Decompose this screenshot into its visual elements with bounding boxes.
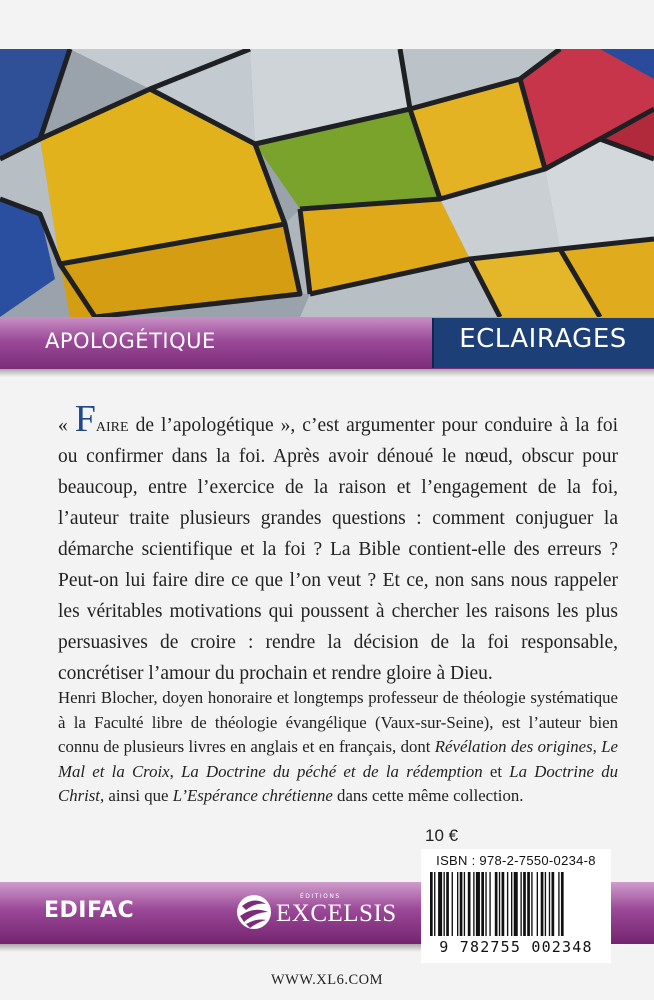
series-label: ECLAIRAGES — [459, 324, 627, 354]
barcode-bar — [485, 872, 486, 936]
book-title: L’Espérance chrétienne — [172, 786, 333, 805]
barcode-bar — [552, 872, 555, 936]
barcode-bar — [561, 872, 564, 936]
bio-outro: dans cette même collection. — [332, 786, 524, 805]
isbn: ISBN : 978-2-7550-0234-8 — [436, 853, 596, 868]
bio-separator: , — [169, 761, 182, 781]
barcode-bar — [464, 872, 465, 936]
barcode-bar — [468, 872, 471, 936]
barcode-bar — [549, 872, 550, 936]
barcode-bar — [434, 872, 435, 936]
barcode-bar — [502, 872, 505, 936]
barcode-bar — [460, 872, 463, 936]
barcode-bar — [558, 872, 559, 936]
barcode-bar — [523, 872, 526, 936]
book-title: La Doctrine du péché et de la rédemption — [181, 761, 483, 781]
barcode-bar — [481, 872, 484, 936]
summary-text: de l’apologétique », c’est argumenter pour conduire à la foi ou confirmer dans la foi. Après avoir dénoué le nœud, obscur pour beaucoup, entre l’exercice de la raison et l’engagement de la foi, l’auteur traite plusieurs grandes questions : comment conjuguer la démarche scientifique et la foi ? La Bible contient-elle des erreurs ? Peut-on lui faire dire ce que l’on veut ? Et ce, non sans nous rappeler les véritables motivations qui poussent à chercher les raisons les plus persuasives de croire : rendre la décision de la foi responsable, concrétiser l’amour du prochain et rendre gloire à Dieu. — [58, 415, 618, 684]
barcode-bar — [531, 872, 532, 936]
edifac-logo: EDIFAC — [44, 898, 135, 923]
bio-separator: , ainsi que — [99, 786, 173, 805]
editions-label: ÉDITIONS — [300, 893, 341, 900]
barcode-bar — [537, 872, 538, 936]
bio-intro: Henri Blocher, doyen honoraire et longtemps professeur de théologie systématique à la Faculté libre de théologie évangélique (Vaux-sur-Seine), est l’auteur bien connu de plusieurs livres en anglais et en français, dont — [58, 688, 618, 756]
barcode-bar — [495, 872, 498, 936]
barcode-bar — [511, 872, 512, 936]
barcode-bar — [444, 872, 445, 936]
bio-separator: , — [592, 737, 602, 756]
author-bio — [58, 686, 618, 809]
website-url: WWW.XL6.COM — [270, 972, 384, 988]
excelsis-logo-text: EXCELSIS — [276, 900, 397, 927]
barcode-number: 9 782755 002348 — [439, 938, 593, 956]
band-shadow — [0, 369, 654, 377]
barcode-bar — [476, 872, 480, 936]
barcode-bar — [541, 872, 544, 936]
excelsis-logo-icon — [236, 892, 272, 932]
drop-cap: F — [74, 398, 96, 440]
barcode-bar — [473, 872, 474, 936]
bio-separator: et — [482, 761, 510, 781]
open-quote: « — [58, 415, 75, 436]
publisher-band-shadow — [0, 944, 421, 952]
barcode-bar — [489, 872, 490, 936]
book-title: La Doctrine du Christ — [58, 761, 618, 805]
barcode-bar — [527, 872, 530, 936]
stained-glass-image — [0, 49, 654, 317]
barcode-bar — [499, 872, 500, 936]
barcode-bar — [430, 872, 433, 936]
book-title: Le Mal et la Croix — [58, 737, 618, 781]
barcode-bar — [514, 872, 518, 936]
book-title: Révélation des origines — [434, 737, 593, 756]
barcode-bar — [545, 872, 546, 936]
category-label: APOLOGÉTIQUE — [45, 329, 216, 353]
summary-paragraph — [58, 398, 618, 689]
small-caps-word: aire — [95, 415, 129, 436]
barcode-bar — [507, 872, 508, 936]
barcode-image — [428, 872, 606, 940]
publisher-band-right — [611, 882, 654, 944]
barcode-bar — [520, 872, 521, 936]
barcode-bar — [457, 872, 458, 936]
barcode-bar — [452, 872, 453, 936]
barcode-bar — [438, 872, 442, 936]
barcode-bar — [446, 872, 449, 936]
price: 10 € — [425, 826, 459, 845]
